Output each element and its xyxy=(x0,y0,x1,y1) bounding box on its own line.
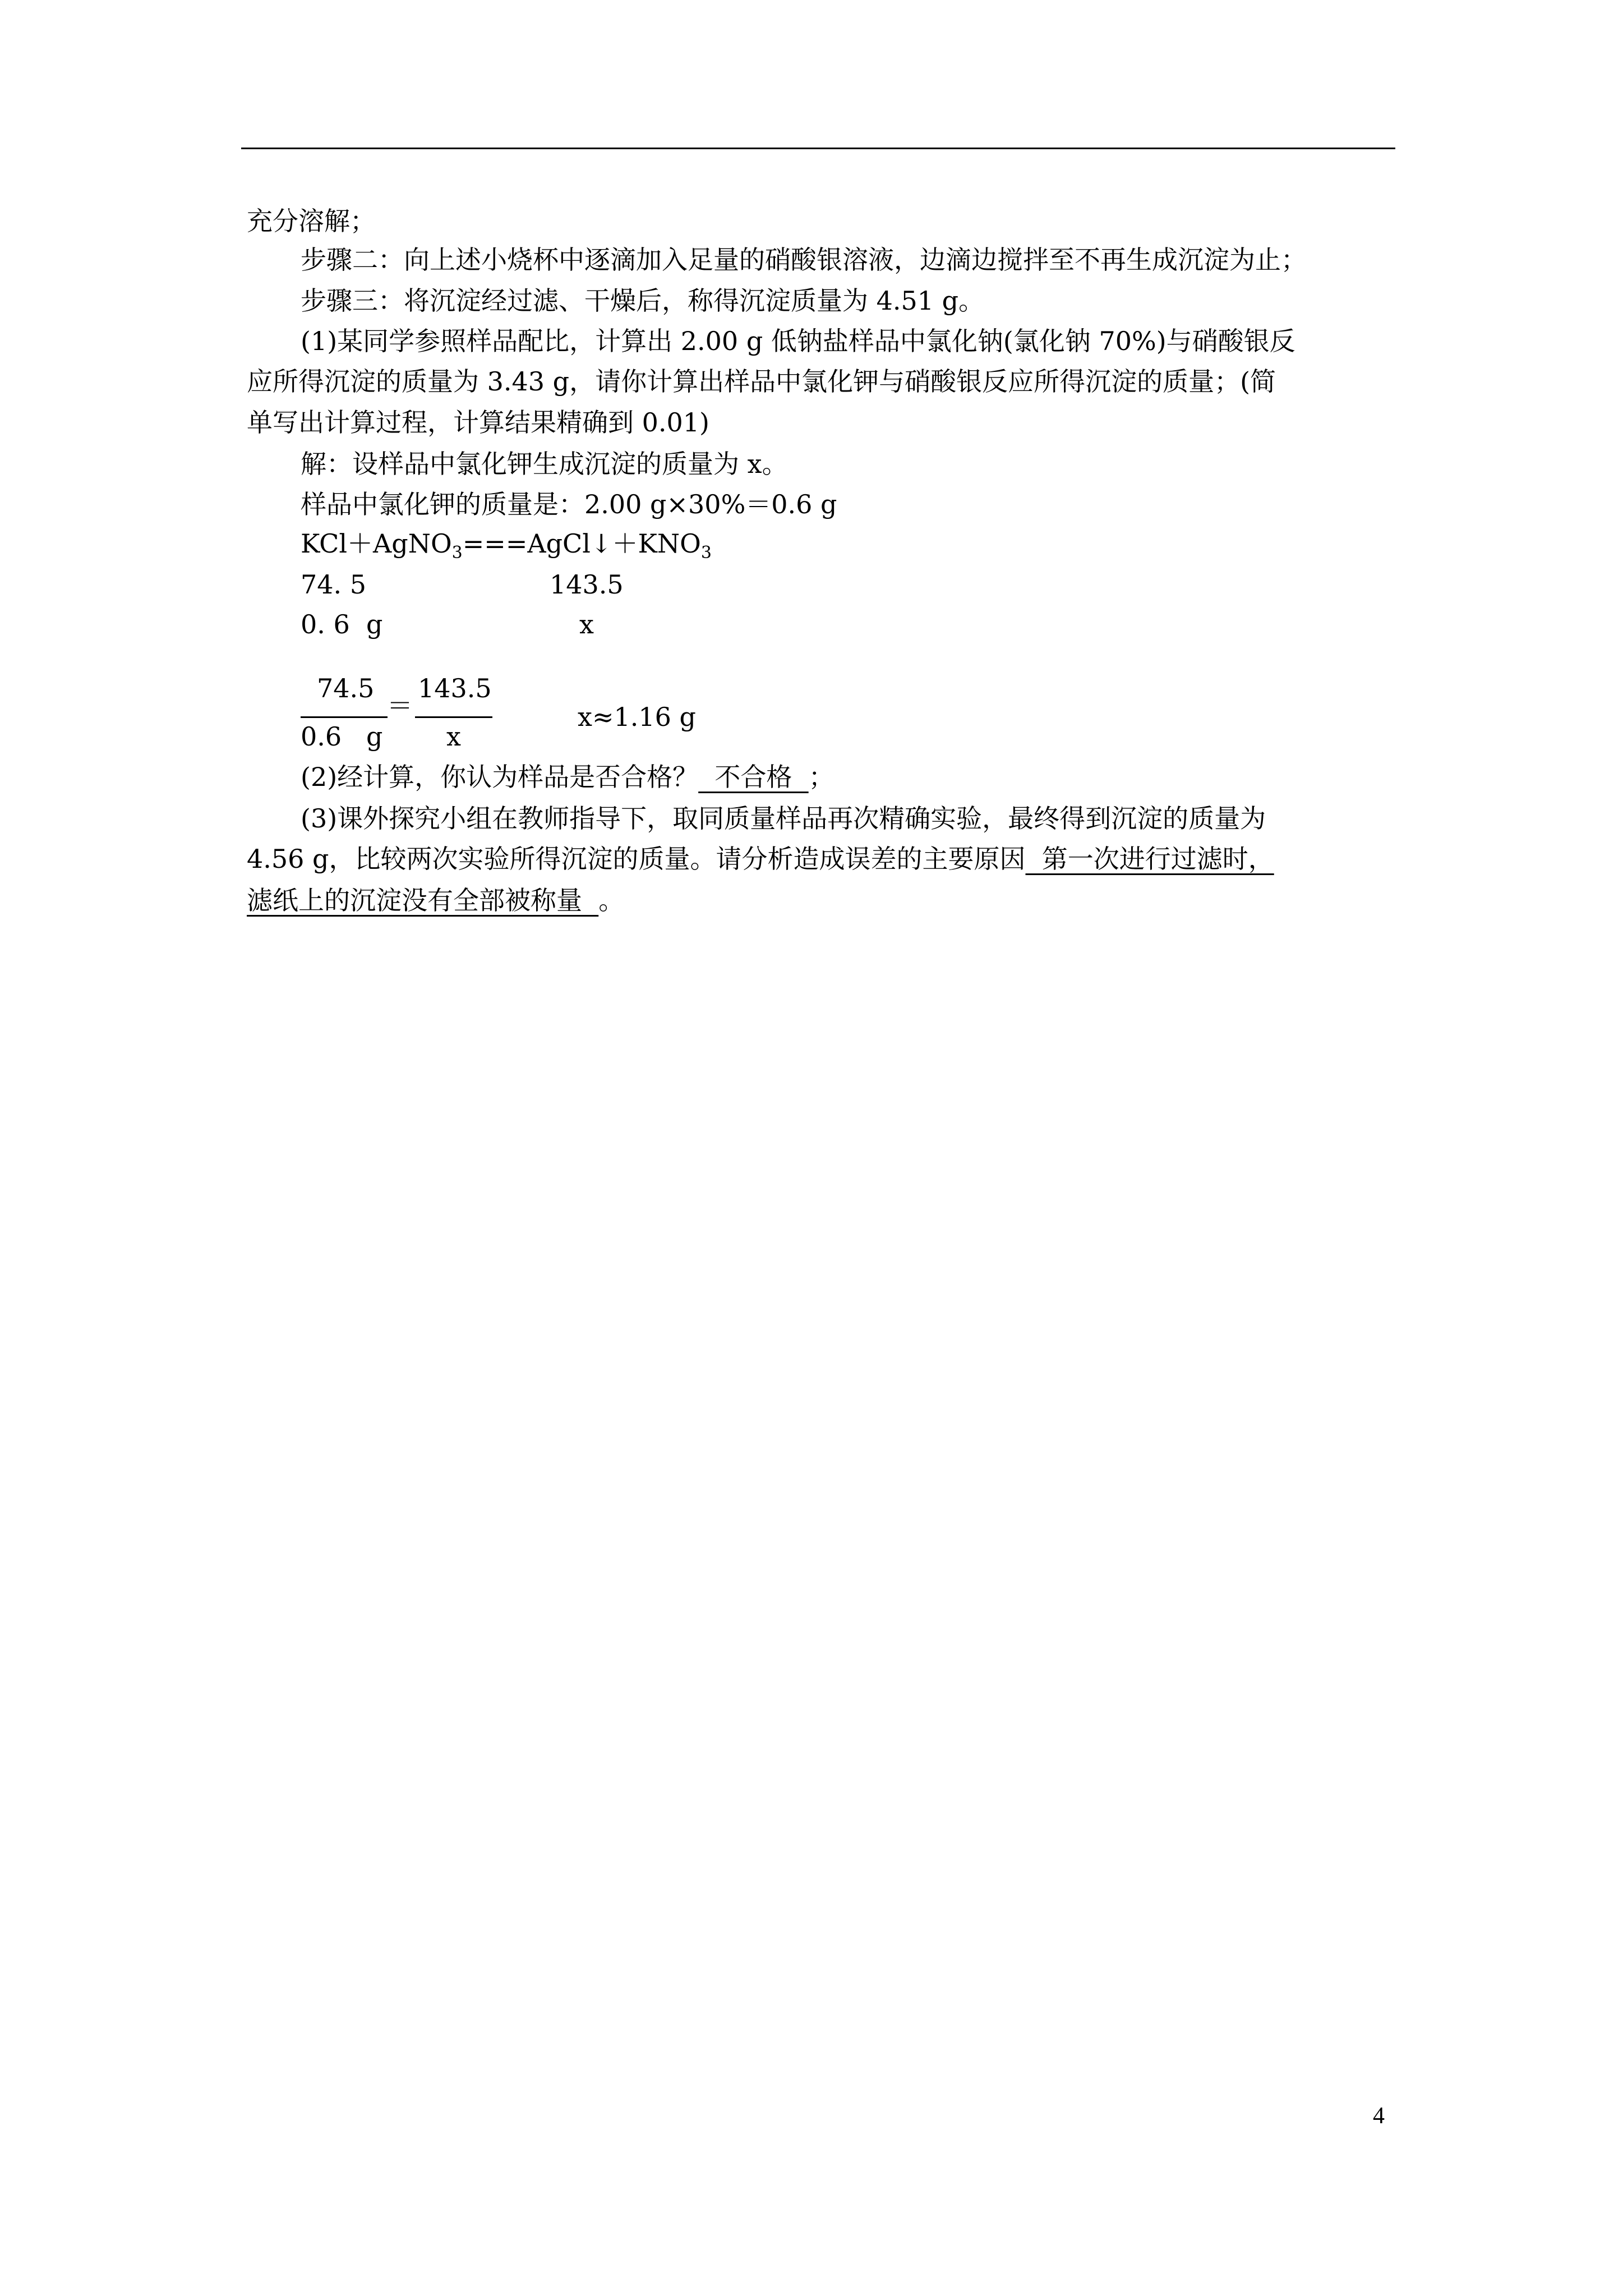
question-3-line-2 xyxy=(247,842,1274,876)
fraction-1-bar xyxy=(301,716,388,718)
equals-sign: ＝ xyxy=(387,691,413,721)
molar-mass-kcl: 74. 5 xyxy=(301,569,367,600)
question-3-punct: 。 xyxy=(598,885,625,915)
equation-reactants: KCl＋AgNO xyxy=(301,528,452,559)
fraction-2-numerator: 143.5 xyxy=(418,673,492,703)
fraction-1-denominator: 0.6 g xyxy=(301,721,383,752)
question-3-text: 4.56 g，比较两次实验所得沉淀的质量。请分析造成误差的主要原因 xyxy=(247,844,1026,874)
unknown-x: x xyxy=(579,609,594,639)
equation-subscript-1: 3 xyxy=(451,543,463,563)
molar-mass-agcl: 143.5 xyxy=(550,569,624,600)
page-number: 4 xyxy=(1373,2103,1385,2129)
question-1-line-3: 单写出计算过程，计算结果精确到 0.01) xyxy=(247,407,709,438)
question-2-text: (2)经计算，你认为样品是否合格？ xyxy=(301,762,699,792)
header-rule xyxy=(241,148,1395,149)
question-3-line-1: (3)课外探究小组在教师指导下，取同质量样品再次精确实验，最终得到沉淀的质量为 xyxy=(301,803,1266,834)
fraction-2-bar xyxy=(415,716,492,718)
solution-intro: 解：设样品中氯化钾生成沉淀的质量为 x。 xyxy=(301,449,788,479)
question-1-line-1: (1)某同学参照样品配比，计算出 2.00 g 低钠盐样品中氯化钠(氯化钠 70%)与硝酸银反 xyxy=(301,326,1295,356)
fraction-1-numerator: 74.5 xyxy=(317,673,375,703)
result-x: x≈1.16 g xyxy=(578,702,696,732)
step-three: 步骤三：将沉淀经过滤、干燥后，称得沉淀质量为 4.51 g。 xyxy=(301,286,985,316)
question-3-answer-part-1: 第一次进行过滤时， xyxy=(1025,844,1274,874)
step-two: 步骤二：向上述小烧杯中逐滴加入足量的硝酸银溶液，边滴边搅拌至不再生成沉淀为止； xyxy=(301,245,1307,275)
given-mass-kcl: 0. 6 g xyxy=(301,609,383,639)
fraction-2-denominator: x xyxy=(446,721,461,752)
question-1-line-2: 应所得沉淀的质量为 3.43 g，请你计算出样品中氯化钾与硝酸银反应所得沉淀的质量；(简 xyxy=(247,366,1276,397)
equation-products: ===AgCl↓＋KNO xyxy=(462,528,701,559)
text-line-continuation: 充分溶解； xyxy=(247,206,376,236)
question-2-punct: ； xyxy=(808,762,834,792)
question-3-line-3 xyxy=(247,884,624,917)
chemical-equation xyxy=(301,527,712,570)
solution-kcl-mass: 样品中氯化钾的质量是：2.00 g×30%＝0.6 g xyxy=(301,489,837,519)
question-2 xyxy=(301,760,834,794)
question-2-answer: 不合格 xyxy=(698,762,809,792)
equation-subscript-2: 3 xyxy=(700,543,712,563)
question-3-answer-part-2: 滤纸上的沉淀没有全部被称量 xyxy=(247,885,599,915)
